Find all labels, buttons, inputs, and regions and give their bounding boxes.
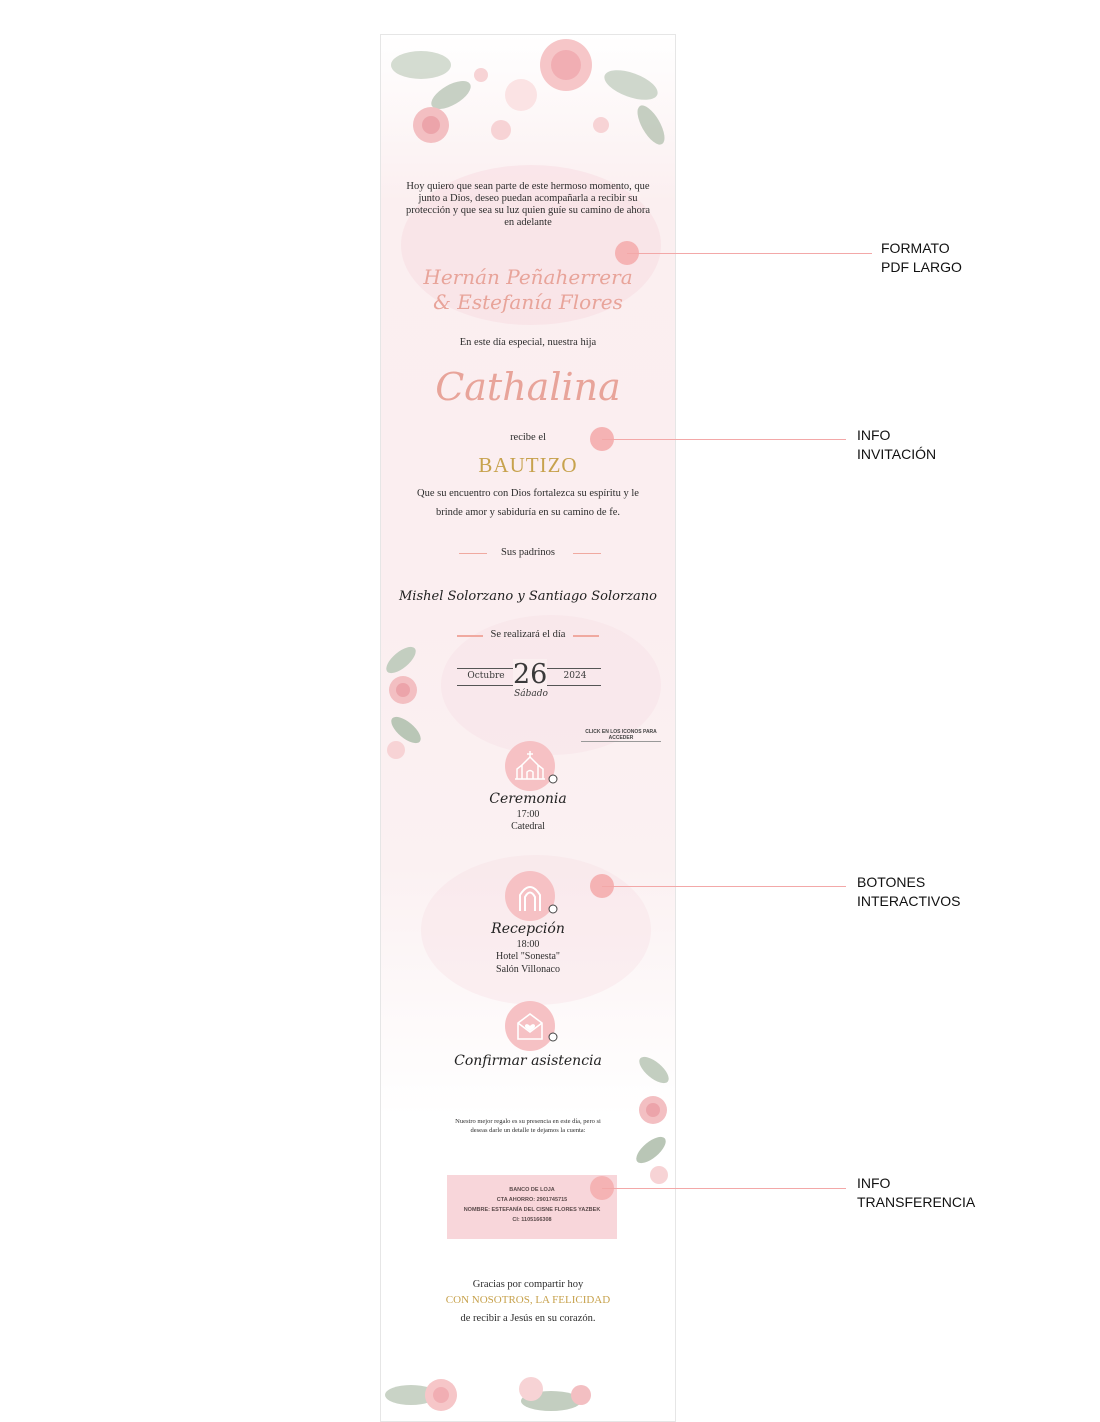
ceremony-title: Ceremonia: [489, 791, 567, 807]
parents-name-line1: Hernán Peñaherrera: [423, 265, 633, 289]
gift-line1: Nuestro mejor regalo es su presencia en este día, pero si: [455, 1118, 601, 1125]
callout-info-line2: INVITACIÓN: [857, 446, 937, 462]
thanks-line1: Gracias por compartir hoy: [472, 1279, 584, 1290]
godparents-names: Mishel Solorzano y Santiago Solorzano: [398, 589, 657, 604]
callout-line-format: [627, 253, 872, 254]
date-weekday: Sábado: [514, 689, 548, 699]
callout-label-transfer: [857, 1174, 975, 1212]
ceremony-place: Catedral: [511, 821, 545, 832]
callout-line-info: [602, 439, 846, 440]
godparents-label: Sus padrinos: [501, 547, 555, 558]
callout-buttons-line1: BOTONES: [857, 874, 926, 890]
event-title: BAUTIZO: [478, 453, 578, 477]
date-month: Octubre: [467, 671, 505, 681]
reception-place2: Salón Villonaco: [496, 964, 560, 975]
hand-pointer-icon: [547, 773, 559, 785]
rsvp-button[interactable]: [505, 1001, 555, 1051]
reception-title: Recepción: [491, 921, 565, 937]
reception-place1: Hotel "Sonesta": [496, 951, 560, 962]
callout-buttons-line2: INTERACTIVOS: [857, 893, 961, 909]
date-label: Se realizará el día: [490, 629, 566, 640]
top-floral-decoration: [381, 35, 675, 165]
callout-label-info: [857, 426, 936, 464]
click-hint: CLICK EN LOS ICONOS PARA ACCEDER: [581, 729, 661, 742]
divider-right: [573, 635, 599, 637]
receives-text: recibe el: [510, 432, 546, 443]
envelope-heart-icon: [505, 1001, 555, 1051]
parents-name-line2: & Estefanía Flores: [433, 290, 623, 314]
hand-pointer-icon: [547, 1031, 559, 1043]
divider-right: [573, 553, 601, 554]
callout-line-buttons: [602, 886, 846, 887]
callout-format-line2: PDF LARGO: [881, 259, 962, 275]
reception-time: 18:00: [516, 939, 540, 950]
rsvp-title: Confirmar asistencia: [454, 1053, 602, 1069]
callout-info-line1: INFO: [857, 427, 891, 443]
blessing-line2: brinde amor y sabiduría en su camino de fe.: [436, 507, 620, 518]
child-name: Cathalina: [435, 365, 621, 409]
bank-account: CTA AHORRO: 2901745715: [496, 1197, 568, 1203]
callout-transfer-line2: TRANSFERENCIA: [857, 1194, 976, 1210]
intro-text: Hoy quiero que sean parte de este hermoso momento, que junto a Dios, deseo puedan acompañarla a recibir su protección y que sea su luz quien guíe su camino de ahora en adelante: [405, 181, 651, 228]
date-day: 26: [513, 659, 548, 690]
thanks-line3: de recibir a Jesús en su corazón.: [460, 1313, 596, 1324]
callout-line-transfer: [602, 1188, 846, 1189]
left-floral-decoration: [381, 620, 431, 780]
blessing-line1: Que su encuentro con Dios fortalezca su espíritu y le: [417, 488, 639, 499]
date-year: 2024: [563, 671, 587, 681]
bank-holder: NOMBRE: ESTEFANÍA DEL CISNE FLORES YAZBEK: [463, 1207, 601, 1213]
gift-line2: deseas darle un detalle te dejamos la cuenta:: [470, 1127, 586, 1134]
bank-name: BANCO DE LOJA: [509, 1187, 555, 1193]
bottom-floral-decoration: [381, 1365, 675, 1421]
callout-format-line1: FORMATO: [881, 240, 950, 256]
bank-id: CI: 1105166308: [512, 1217, 552, 1223]
hand-pointer-icon: [547, 903, 559, 915]
special-day-text: En este día especial, nuestra hija: [459, 337, 597, 348]
callout-label-format: [881, 239, 962, 277]
thanks-line2: CON NOSOTROS, LA FELICIDAD: [445, 1294, 611, 1306]
callout-transfer-line1: INFO: [857, 1175, 891, 1191]
callout-label-buttons: [857, 873, 960, 911]
ceremony-time: 17:00: [516, 809, 540, 820]
